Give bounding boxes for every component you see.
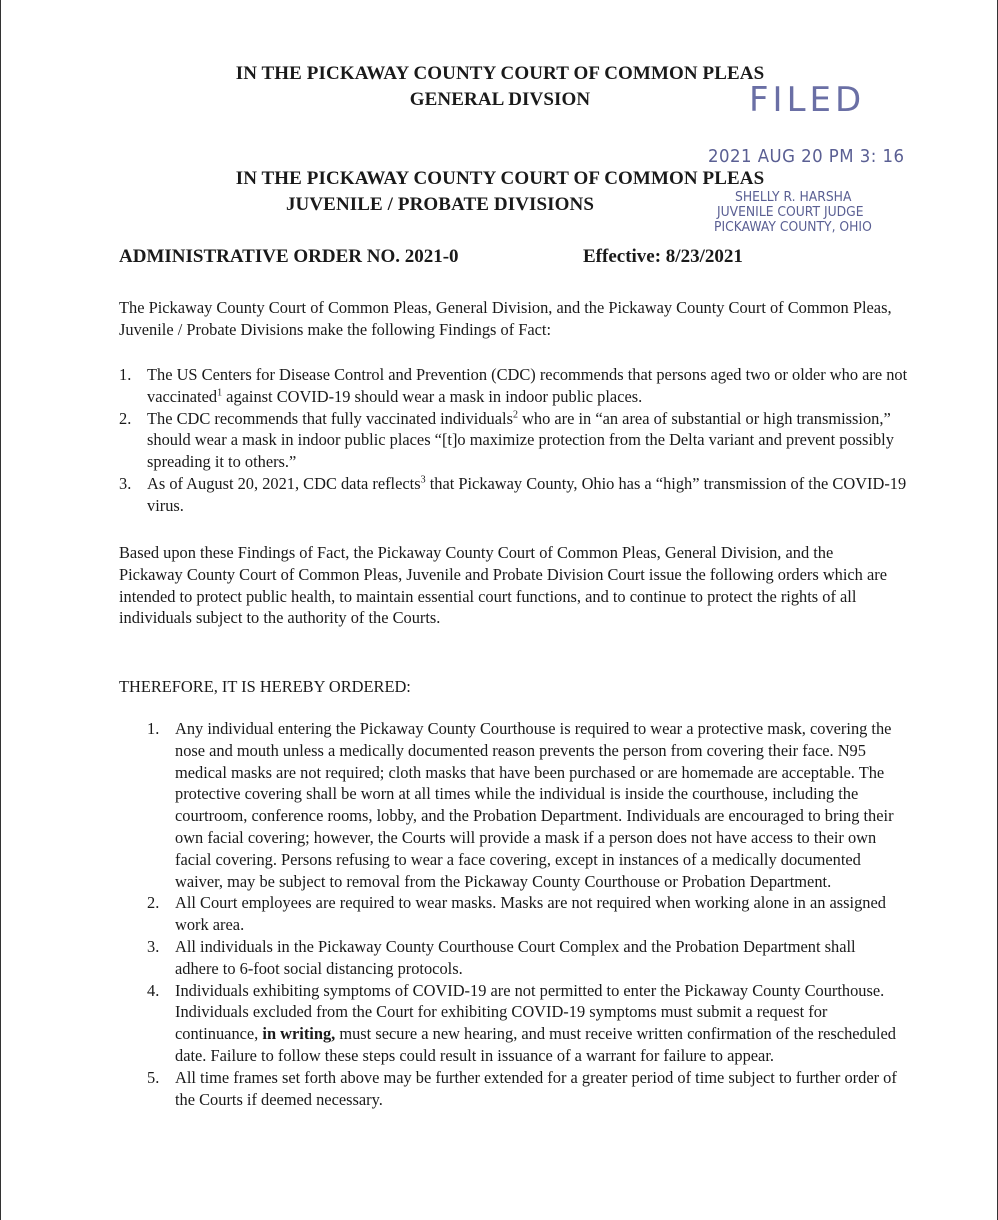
order-number: 5. — [147, 1067, 160, 1087]
intro-paragraph: The Pickaway County Court of Common Pleas, General Division, and the Pickaway County Court of Common Pleas, Juvenile / Probate Divisions make the following Findings of Fact: — [119, 298, 892, 339]
order-item — [147, 892, 899, 936]
caption-general-line2: GENERAL DIVSION — [409, 89, 591, 110]
finding-number: 3. — [119, 473, 132, 493]
order-effective-date: Effective: 8/23/2021 — [583, 246, 743, 267]
order-title: ADMINISTRATIVE ORDER NO. 2021-0 — [119, 246, 459, 267]
finding-text: against COVID-19 should wear a mask in indoor public places. — [222, 386, 643, 406]
therefore-heading: THEREFORE, IT IS HEREBY ORDERED: — [119, 677, 411, 696]
order-item — [147, 980, 899, 1067]
caption-general-line1: IN THE PICKAWAY COUNTY COURT OF COMMON PLEAS — [235, 63, 765, 84]
order-number: 2. — [147, 893, 160, 913]
order-text: Any individual entering the Pickaway County Courthouse is required to wear a protective mask, covering the nose and mouth unless a medically documented reason prevents the person from covering their face. N95 medical masks are not required; cloth masks that have been purchased or are homemade are acceptable. The protective covering shall be worn at all times while the individual is inside the courthouse, including the courtroom, conference rooms, lobby, and the Probation Department. Individuals are encouraged to bring their own facial covering; however, the Courts will provide a mask if a person does not have access to their own facial covering. Persons refusing to wear a face covering, except in instances of a medically documented waiver, may be subject to removal from the Pickaway County Courthouse or Probation Department. — [175, 719, 894, 891]
finding-item — [119, 473, 909, 517]
order-number: 4. — [147, 980, 160, 1000]
footnote-ref: 2 — [512, 409, 518, 421]
footnote-ref: 1 — [217, 387, 223, 399]
stamp-judge-title: JUVENILE COURT JUDGE — [717, 205, 864, 220]
caption-juvenile-line1: IN THE PICKAWAY COUNTY COURT OF COMMON PLEAS — [235, 168, 765, 189]
order-text: must secure a new hearing, and must receive written confirmation of the rescheduled date. Failure to follow these steps could result in issuance of a warrant for failure to appear. — [175, 1024, 896, 1065]
order-text: Individuals exhibiting symptoms of COVID-19 are not permitted to enter the Pickaway County Courthouse. Individuals excluded from the Court for exhibiting COVID-19 symptoms must submit a request for continuance, — [175, 980, 885, 1044]
filed-stamp: FILED — [749, 80, 866, 120]
finding-text: As of August 20, 2021, CDC data reflects — [147, 473, 421, 493]
based-upon-paragraph: Based upon these Findings of Fact, the Pickaway County Court of Common Pleas, General Division, and the Pickaway County Court of Common Pleas, Juvenile and Probate Division Court issue the following orders which are intended to protect public health, to maintain essential court functions, and to continue to protect the rights of all individuals subject to the authority of the Courts. — [119, 543, 887, 628]
order-item — [147, 936, 899, 980]
finding-text: The CDC recommends that fully vaccinated individuals — [147, 408, 513, 428]
finding-text: The US Centers for Disease Control and Prevention (CDC) recommends that persons aged two or older who are not vaccinated — [147, 365, 908, 406]
order-number: 1. — [147, 719, 160, 738]
finding-item — [119, 364, 909, 408]
finding-item — [119, 408, 909, 473]
order-emphasis: in writing, — [262, 1024, 336, 1044]
finding-number: 1. — [119, 365, 132, 384]
finding-text: who are in “an area of substantial or high transmission,” should wear a mask in indoor public places “[t]o maximize protection from the Delta variant and prevent possibly spreading it to others.” — [147, 408, 894, 472]
orders-list — [147, 718, 899, 1110]
order-text: All Court employees are required to wear masks. Masks are not required when working alone in an assigned work area. — [175, 893, 886, 935]
footnote-ref: 3 — [420, 474, 426, 486]
order-item — [147, 718, 899, 892]
findings-list — [119, 364, 909, 517]
finding-text: that Pickaway County, Ohio has a “high” transmission of the COVID-19 virus. — [147, 473, 907, 515]
filed-stamp-date: 2021 AUG 20 PM 3: 16 — [708, 146, 905, 167]
order-number: 3. — [147, 936, 160, 956]
caption-juvenile-line2: JUVENILE / PROBATE DIVISIONS — [285, 194, 595, 215]
order-item — [147, 1067, 899, 1111]
order-text: All time frames set forth above may be further extended for a greater period of time subject to further order of the Courts if deemed necessary. — [175, 1067, 897, 1109]
stamp-judge-name: SHELLY R. HARSHA — [735, 190, 852, 205]
finding-number: 2. — [119, 408, 132, 428]
order-text: All individuals in the Pickaway County Courthouse Court Complex and the Probation Department shall adhere to 6-foot social distancing protocols. — [175, 936, 856, 978]
stamp-county: PICKAWAY COUNTY, OHIO — [714, 220, 872, 235]
